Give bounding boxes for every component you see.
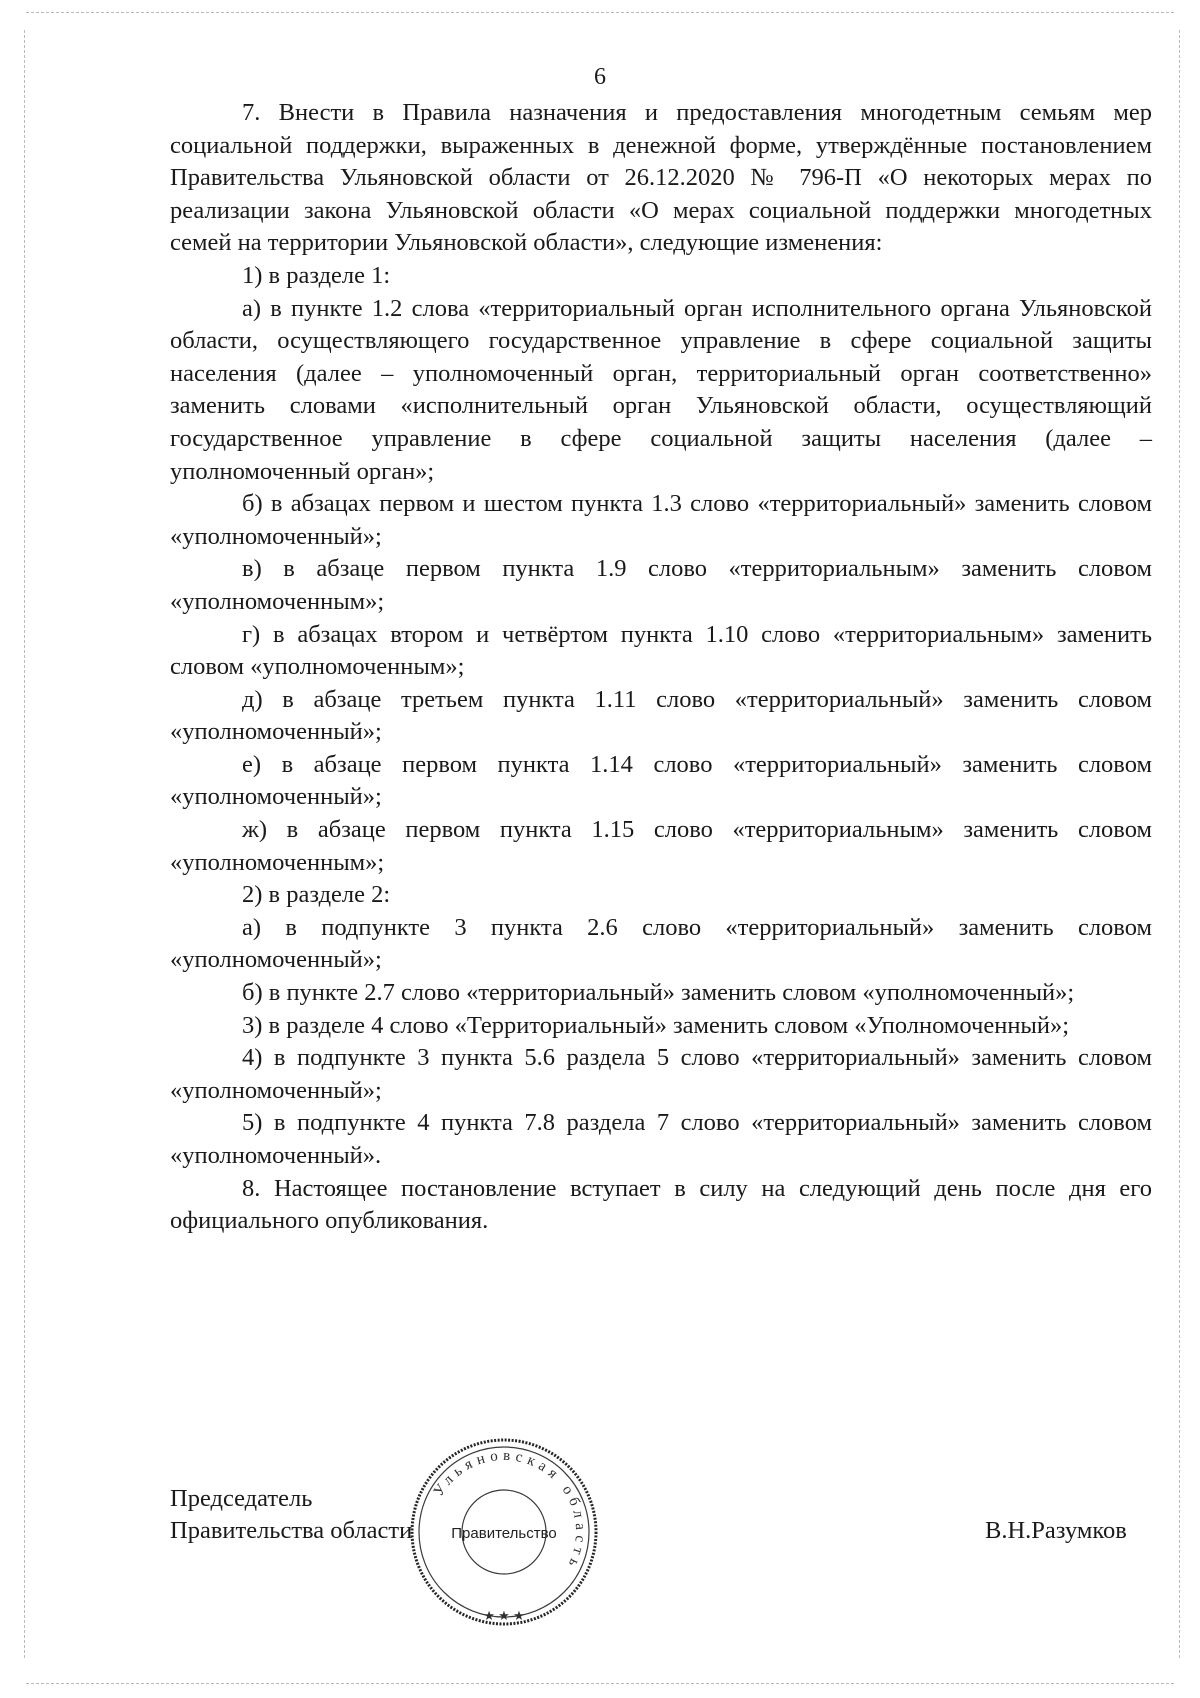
signatory-title-line-1: Председатель xyxy=(170,1485,313,1512)
official-seal-stamp xyxy=(404,1432,604,1632)
paragraph-item-8: 8. Настоящее постановление вступает в силу на следующий день после дня его официального опубликования. xyxy=(170,1174,1152,1235)
paragraph-4: 4) в подпункте 3 пункта 5.6 раздела 5 слово «территориальный» заменить словом «уполномоченный»; xyxy=(170,1044,1152,1104)
document-body xyxy=(170,97,1152,1238)
seal-center-text: Правительство xyxy=(451,1525,557,1542)
scan-border-top xyxy=(26,12,1174,13)
paragraph-2a: а) в подпункте 3 пункта 2.6 слово «территориальный» заменить словом «уполномоченный»; xyxy=(170,913,1152,974)
signatory-title xyxy=(170,1483,412,1547)
paragraph-5: 5) в подпункте 4 пункта 7.8 раздела 7 слово «территориальный» заменить словом «уполномоченный». xyxy=(170,1109,1152,1169)
paragraph-1e: е) в абзаце первом пункта 1.14 слово «территориальный» заменить словом «уполномоченный»; xyxy=(170,750,1152,811)
paragraph-1zh: ж) в абзаце первом пункта 1.15 слово «территориальным» заменить словом «уполномоченным»; xyxy=(170,816,1152,876)
page-number: 6 xyxy=(594,64,606,90)
paragraph-item-7: 7. Внести в Правила назначения и предоставления многодетным семьям мер социальной поддержки, выраженных в денежной форме, утверждённые постановлением Правительства Ульяновской области от 26.12.2020 № 796-П «О некоторых мерах по реализации закона Ульяновской области «О мерах социальной поддержки многодетных семей на территории Ульяновской области», следующие изменения: xyxy=(170,99,1152,257)
paragraph-1g: г) в абзацах втором и четвёртом пункта 1.10 слово «территориальным» заменить словом «уполномоченным»; xyxy=(170,620,1152,681)
scan-border-bottom xyxy=(26,1683,1174,1684)
paragraph-1a: а) в пункте 1.2 слова «территориальный орган исполнительного органа Ульяновской области, осуществляющего государственное управление в сфере социальной защиты населения (далее – уполномоченный орган, территориальный орган соответственно» заменить словами «исполнительный орган Ульяновской области, осуществляющий государственное управление в сфере социальной защиты населения (далее – уполномоченный орган»; xyxy=(170,294,1152,485)
paragraph-1v: в) в абзаце первом пункта 1.9 слово «территориальным» заменить словом «уполномоченным»; xyxy=(170,555,1152,615)
scan-border-right xyxy=(1179,30,1180,1658)
subsection-2-heading: 2) в разделе 2: xyxy=(242,881,391,909)
signatory-name: В.Н.Разумков xyxy=(985,1517,1127,1544)
seal-stars-icon: ★ ★ ★ xyxy=(483,1608,525,1623)
signatory-title-line-2: Правительства области xyxy=(170,1517,413,1544)
paragraph-2b: б) в пункте 2.7 слово «территориальный» заменить словом «уполномоченный»; xyxy=(242,979,1075,1007)
paragraph-1b: б) в абзацах первом и шестом пункта 1.3 слово «территориальный» заменить словом «уполномоченный»; xyxy=(170,490,1152,550)
scan-border-left xyxy=(24,30,25,1658)
seal-ring-text: Ульяновская область xyxy=(430,1447,589,1574)
paragraph-3: 3) в разделе 4 слово «Территориальный» заменить словом «Уполномоченный»; xyxy=(242,1011,1070,1039)
subsection-1-heading: 1) в разделе 1: xyxy=(242,261,391,289)
paragraph-1d: д) в абзаце третьем пункта 1.11 слово «территориальный» заменить словом «уполномоченный»; xyxy=(170,685,1152,746)
